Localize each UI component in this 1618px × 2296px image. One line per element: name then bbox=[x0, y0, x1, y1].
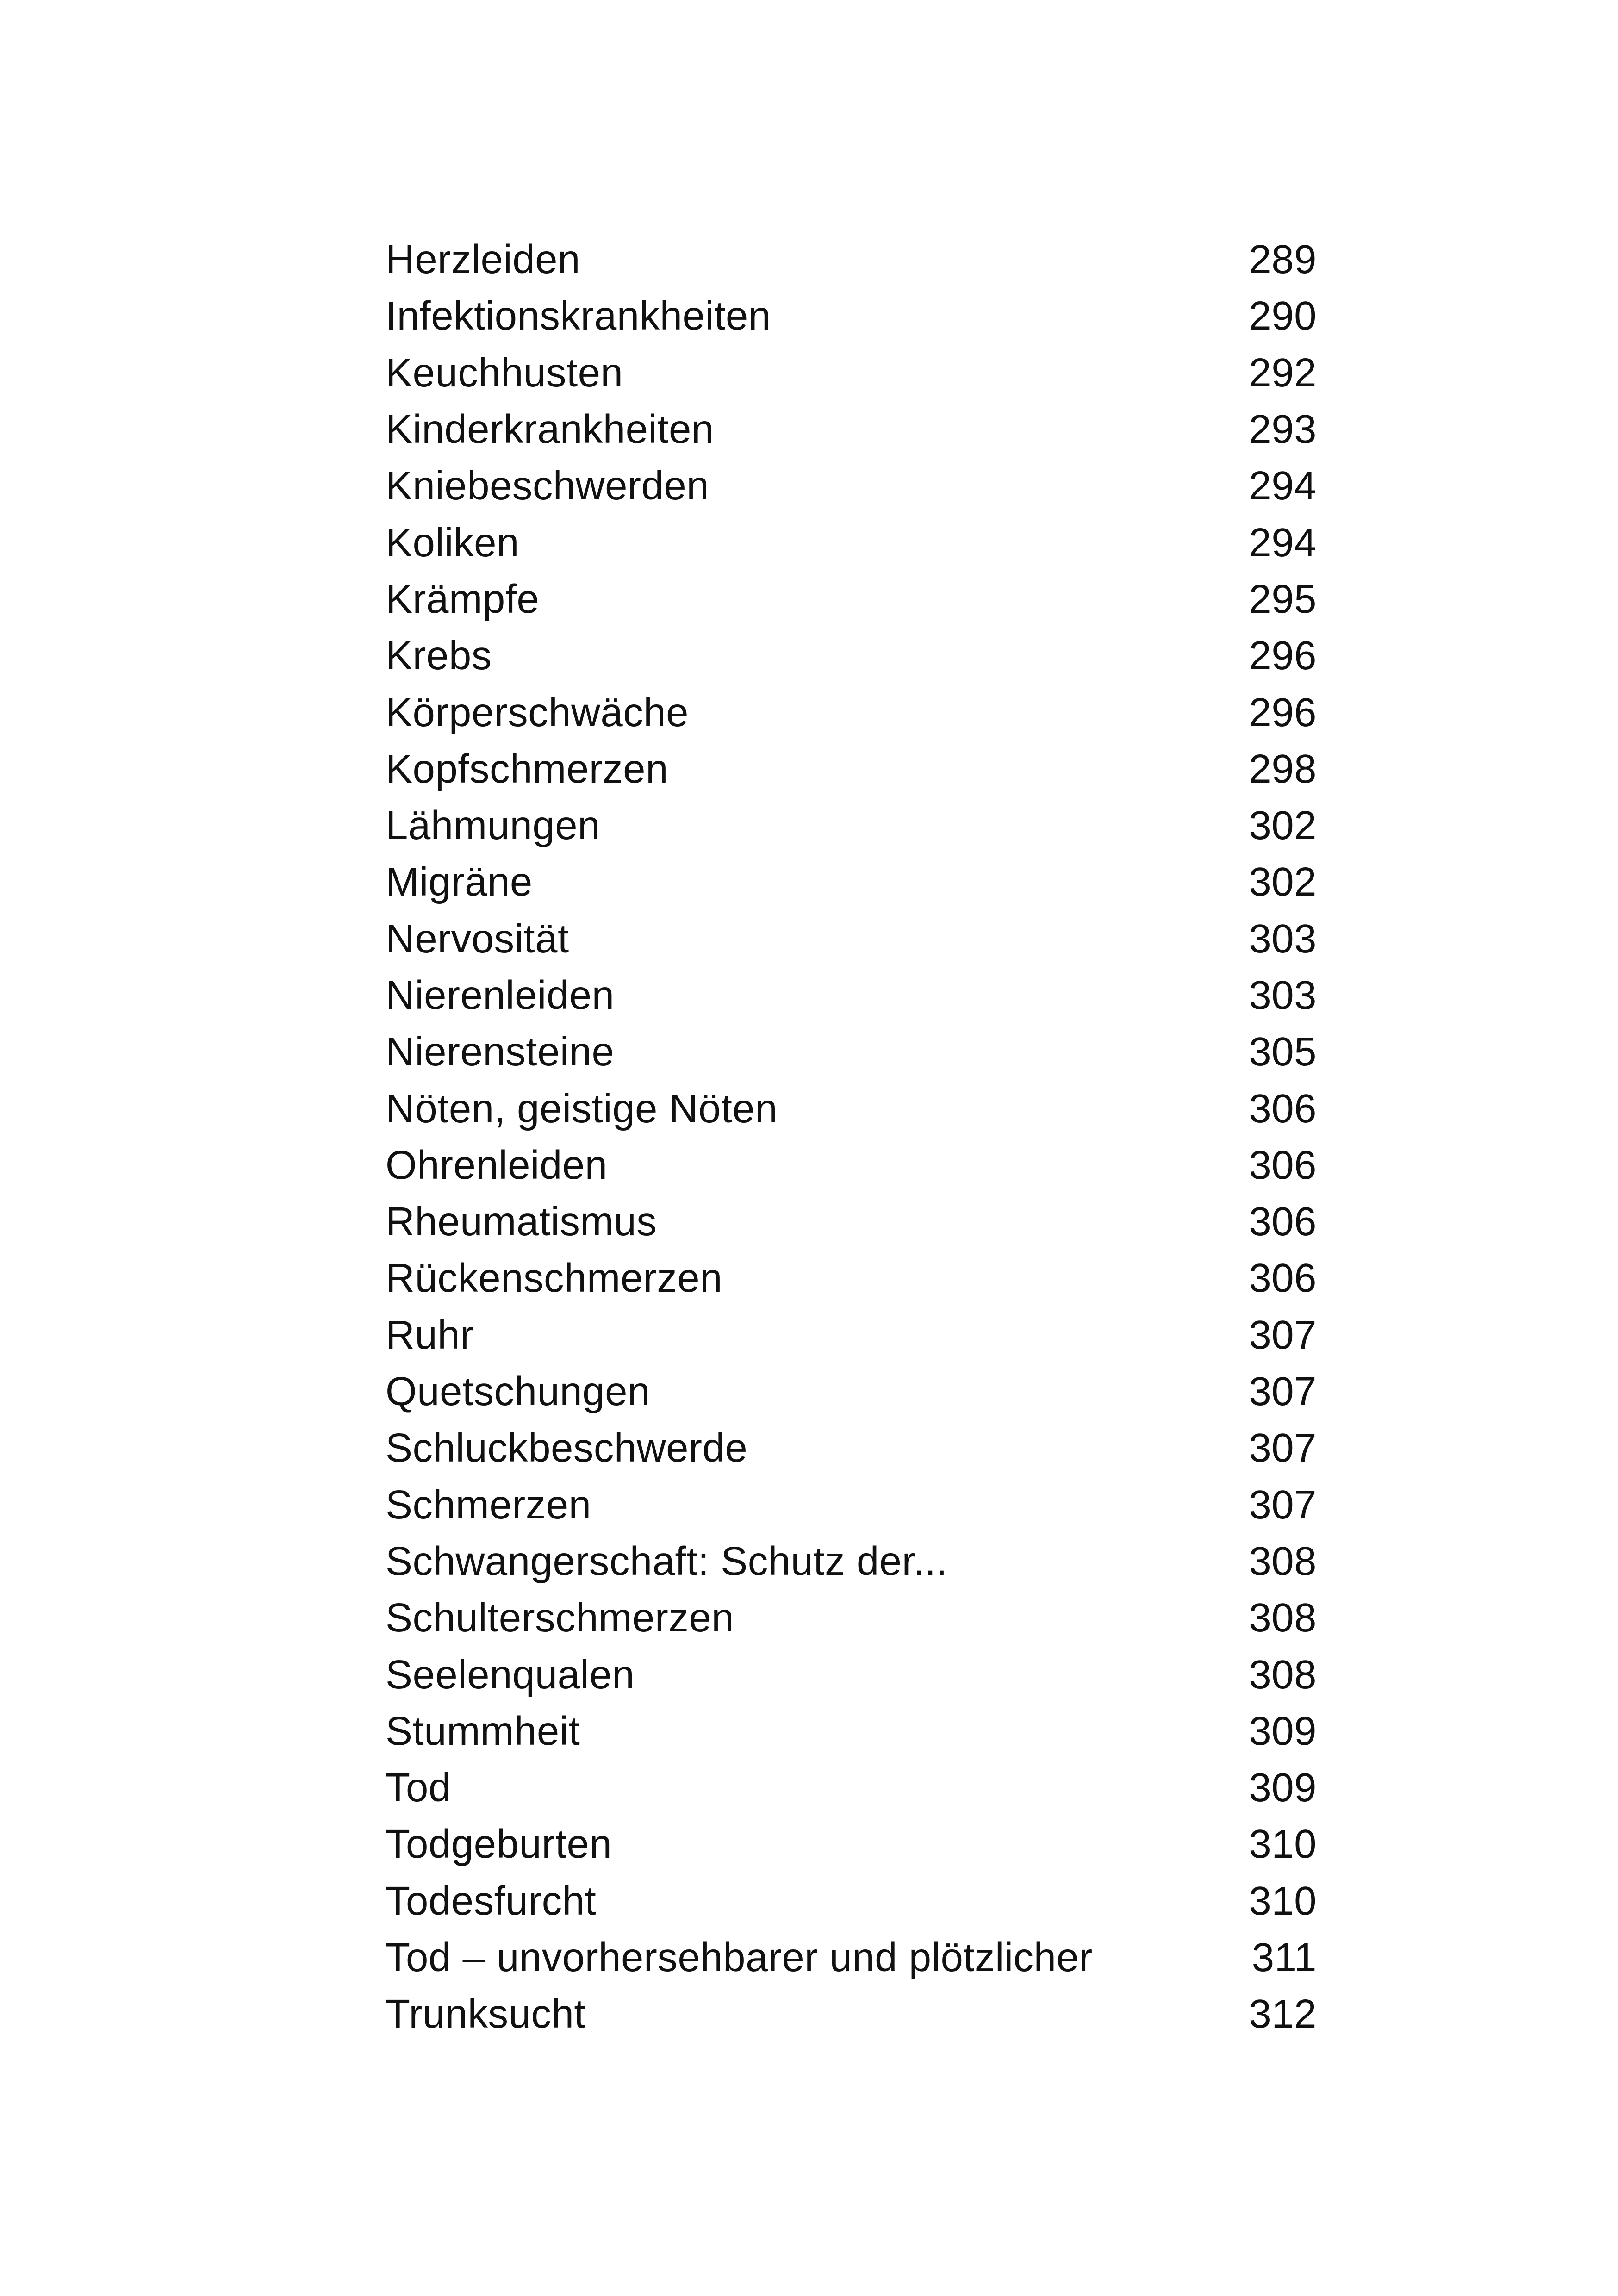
index-term: Ruhr bbox=[386, 1312, 474, 1357]
index-entry bbox=[386, 288, 1317, 344]
index-page-number: 308 bbox=[1249, 1538, 1317, 1584]
index-term: Kinderkrankheiten bbox=[386, 407, 714, 452]
index-page-number: 308 bbox=[1249, 1652, 1317, 1697]
index-term: Körperschwäche bbox=[386, 690, 689, 735]
index-entry bbox=[386, 1307, 1317, 1363]
index-term: Nierensteine bbox=[386, 1029, 615, 1075]
index-entry bbox=[386, 1646, 1317, 1703]
index-term: Rückenschmerzen bbox=[386, 1256, 722, 1301]
index-entry bbox=[386, 1929, 1317, 1986]
index-term: Ohrenleiden bbox=[386, 1142, 608, 1188]
index-term: Krämpfe bbox=[386, 576, 540, 622]
index-term: Quetschungen bbox=[386, 1369, 650, 1414]
index-page-number: 311 bbox=[1251, 1935, 1317, 1980]
index-entry bbox=[386, 401, 1317, 458]
index-page-number: 302 bbox=[1249, 859, 1317, 905]
index-term: Kopfschmerzen bbox=[386, 746, 668, 791]
index-term: Krebs bbox=[386, 633, 492, 678]
index-page-number: 307 bbox=[1249, 1369, 1317, 1414]
index-entry bbox=[386, 1194, 1317, 1250]
index-term: Stummheit bbox=[386, 1708, 580, 1754]
index-page-number: 292 bbox=[1249, 350, 1317, 395]
index-page-number: 307 bbox=[1249, 1482, 1317, 1527]
index-page-number: 296 bbox=[1249, 633, 1317, 678]
index-entry bbox=[386, 514, 1317, 571]
index-entry bbox=[386, 1250, 1317, 1307]
index-term: Infektionskrankheiten bbox=[386, 293, 771, 339]
index-entry bbox=[386, 797, 1317, 854]
index-term: Tod bbox=[386, 1765, 451, 1811]
index-entry bbox=[386, 1760, 1317, 1816]
index-term: Herzleiden bbox=[386, 237, 580, 282]
index-page-number: 310 bbox=[1249, 1822, 1317, 1867]
index-entry bbox=[386, 628, 1317, 684]
index-page-number: 312 bbox=[1249, 1991, 1317, 2037]
index-page-number: 298 bbox=[1249, 746, 1317, 791]
index-term: Nierenleiden bbox=[386, 973, 615, 1018]
index-entry bbox=[386, 967, 1317, 1024]
index-entry bbox=[386, 1080, 1317, 1137]
index-term: Seelenqualen bbox=[386, 1652, 635, 1697]
index-entry bbox=[386, 854, 1317, 910]
index-entry bbox=[386, 1703, 1317, 1760]
index-page-number: 303 bbox=[1249, 916, 1317, 961]
index-entry bbox=[386, 741, 1317, 797]
index-entry bbox=[386, 1590, 1317, 1646]
index-term: Nervosität bbox=[386, 916, 569, 961]
index-term: Todgeburten bbox=[386, 1822, 612, 1867]
index-entry bbox=[386, 458, 1317, 514]
index-entry bbox=[386, 1420, 1317, 1476]
index-page-number: 303 bbox=[1249, 973, 1317, 1018]
index-term: Schmerzen bbox=[386, 1482, 591, 1527]
index-page-number: 307 bbox=[1249, 1425, 1317, 1471]
index-entry bbox=[386, 1137, 1317, 1194]
index-page-number: 302 bbox=[1249, 803, 1317, 848]
index-entry bbox=[386, 1986, 1317, 2042]
index-page-number: 306 bbox=[1249, 1142, 1317, 1188]
index-entry bbox=[386, 911, 1317, 967]
index-term: Koliken bbox=[386, 520, 519, 565]
index-term: Tod – unvorhersehbarer und plötzlicher bbox=[386, 1935, 1093, 1980]
index-page-number: 289 bbox=[1249, 237, 1317, 282]
index-page-number: 296 bbox=[1249, 690, 1317, 735]
index-page-number: 310 bbox=[1249, 1878, 1317, 1923]
index-page-number: 306 bbox=[1249, 1256, 1317, 1301]
index-entry bbox=[386, 1816, 1317, 1873]
index-page-number: 309 bbox=[1249, 1765, 1317, 1811]
index-entry bbox=[386, 684, 1317, 740]
index-entry bbox=[386, 1873, 1317, 1929]
index-page-number: 307 bbox=[1249, 1312, 1317, 1357]
index-entry bbox=[386, 231, 1317, 288]
index-entry bbox=[386, 571, 1317, 628]
index-entry bbox=[386, 1024, 1317, 1080]
index-page-number: 309 bbox=[1249, 1708, 1317, 1754]
index-page-number: 294 bbox=[1249, 463, 1317, 509]
index-page-number: 295 bbox=[1249, 576, 1317, 622]
index-term: Keuchhusten bbox=[386, 350, 623, 395]
index-page-number: 294 bbox=[1249, 520, 1317, 565]
index-page-number: 293 bbox=[1249, 407, 1317, 452]
index-term: Schwangerschaft: Schutz der... bbox=[386, 1538, 948, 1584]
index-entry bbox=[386, 345, 1317, 401]
index-page-number: 290 bbox=[1249, 293, 1317, 339]
index-page-number: 308 bbox=[1249, 1595, 1317, 1641]
index-term: Trunksucht bbox=[386, 1991, 586, 2037]
index-list bbox=[386, 231, 1317, 2043]
index-term: Todesfurcht bbox=[386, 1878, 597, 1923]
index-entry bbox=[386, 1477, 1317, 1533]
index-term: Nöten, geistige Nöten bbox=[386, 1086, 778, 1131]
index-page-number: 305 bbox=[1249, 1029, 1317, 1075]
index-term: Kniebeschwerden bbox=[386, 463, 709, 509]
index-page-number: 306 bbox=[1249, 1086, 1317, 1131]
index-term: Schulterschmerzen bbox=[386, 1595, 734, 1641]
index-page-number: 306 bbox=[1249, 1199, 1317, 1244]
index-entry bbox=[386, 1363, 1317, 1420]
index-term: Migräne bbox=[386, 859, 533, 905]
index-term: Lähmungen bbox=[386, 803, 601, 848]
index-entry bbox=[386, 1533, 1317, 1590]
index-term: Schluckbeschwerde bbox=[386, 1425, 748, 1471]
index-term: Rheumatismus bbox=[386, 1199, 657, 1244]
